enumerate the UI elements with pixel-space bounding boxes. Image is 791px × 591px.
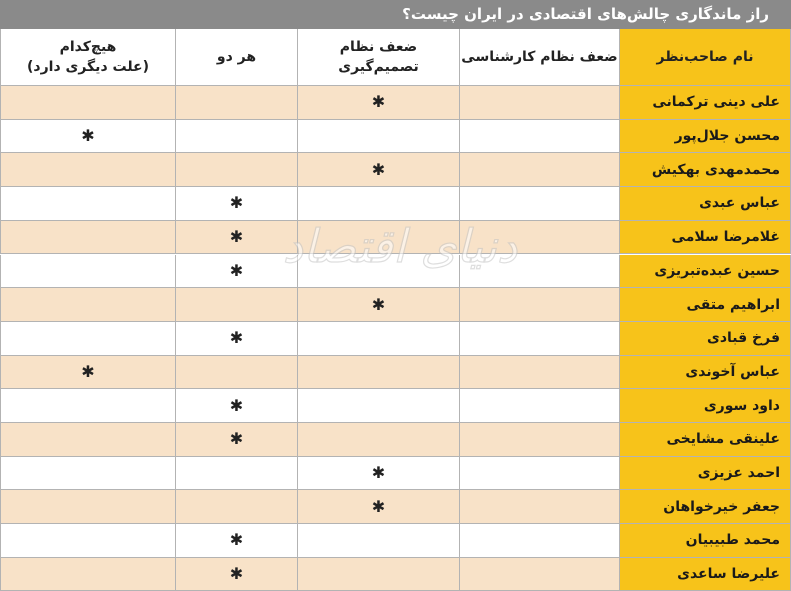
respondent-name: محمد طبیبیان: [685, 532, 780, 549]
table-cell-decision: [298, 221, 460, 255]
table-cell-none: [0, 389, 176, 423]
table-cell-none: [0, 558, 176, 591]
answer-mark-icon: ✱: [371, 92, 386, 112]
watermark-text: دنیای اقتصاد: [282, 219, 518, 273]
table-cell-expert: [460, 389, 620, 423]
table-cell-none: [0, 423, 176, 457]
table-cell-none: [0, 221, 176, 255]
page-title: راز ماندگاری چالش‌های اقتصادی در ایران چیست؟: [0, 0, 791, 29]
table-cell-expert: [460, 288, 620, 322]
answer-mark-icon: ✱: [229, 395, 244, 415]
answer-mark-icon: ✱: [229, 328, 244, 348]
answer-mark-icon: ✱: [371, 496, 386, 516]
table-cell-none: [0, 288, 176, 322]
table-row-name-cell: [620, 558, 791, 591]
table-cell-expert: [460, 187, 620, 221]
table-cell-expert: [460, 322, 620, 356]
answer-mark-icon: ✱: [371, 294, 386, 314]
answer-mark-icon: ✱: [371, 463, 386, 483]
table-row-name-cell: [620, 423, 791, 457]
header-none: [0, 29, 176, 86]
table-cell-expert: [460, 490, 620, 524]
table-cell-expert: [460, 86, 620, 120]
column-header-both: هر دو: [216, 49, 257, 65]
table-cell-both: [176, 153, 298, 187]
table-row-name-cell: [620, 288, 791, 322]
table-cell-decision: [298, 153, 460, 187]
table-cell-decision: [298, 86, 460, 120]
table-cell-none: [0, 322, 176, 356]
table-cell-expert: [460, 457, 620, 491]
table-cell-none: [0, 120, 176, 154]
respondent-name: عباس عبدی: [699, 195, 780, 212]
table-cell-both: [176, 558, 298, 591]
table-row-name-cell: [620, 389, 791, 423]
table-cell-decision: [298, 524, 460, 558]
column-header-decision: ضعف نظام: [339, 39, 418, 55]
respondent-name: غلامرضا سلامی: [671, 229, 780, 246]
respondent-name: محسن جلال‌پور: [674, 128, 780, 145]
answer-mark-icon: ✱: [229, 429, 244, 449]
table-row-name-cell: [620, 322, 791, 356]
table-cell-both: [176, 490, 298, 524]
table-cell-expert: [460, 221, 620, 255]
table-cell-decision: [298, 558, 460, 591]
table-cell-expert: [460, 153, 620, 187]
table-cell-both: [176, 457, 298, 491]
answer-mark-icon: ✱: [229, 260, 244, 280]
table-cell-decision: [298, 389, 460, 423]
table-cell-none: [0, 187, 176, 221]
table-cell-expert: [460, 558, 620, 591]
table-cell-none: [0, 86, 176, 120]
table-cell-none: [0, 255, 176, 289]
table-cell-none: [0, 153, 176, 187]
answer-mark-icon: ✱: [371, 159, 386, 179]
header-decision: [298, 29, 460, 86]
table-row-name-cell: [620, 255, 791, 289]
answer-mark-icon: ✱: [81, 126, 95, 146]
table-cell-both: [176, 120, 298, 154]
table-cell-both: [176, 255, 298, 289]
respondent-name: علیرضا ساعدی: [677, 566, 780, 583]
respondent-name: احمد عزیزی: [697, 465, 780, 482]
column-header-decision: تصمیم‌گیری: [338, 59, 419, 75]
column-header-none: (علت دیگری دارد): [27, 59, 149, 75]
respondent-name: جعفر خیرخواهان: [663, 498, 780, 515]
table-cell-decision: [298, 457, 460, 491]
table-cell-both: [176, 86, 298, 120]
table-cell-none: [0, 490, 176, 524]
respondent-name: عباس آخوندی: [685, 363, 780, 380]
table-cell-both: [176, 524, 298, 558]
table-cell-decision: [298, 423, 460, 457]
table-cell-both: [176, 423, 298, 457]
column-header-name: نام صاحب‌نظر: [656, 49, 754, 65]
table-row-name-cell: [620, 457, 791, 491]
table-row-name-cell: [620, 187, 791, 221]
survey-table: [0, 29, 791, 584]
table-row-name-cell: [620, 120, 791, 154]
table-cell-decision: [298, 187, 460, 221]
table-row-name-cell: [620, 153, 791, 187]
table-cell-decision: [298, 322, 460, 356]
table-cell-decision: [298, 120, 460, 154]
table-cell-decision: [298, 490, 460, 524]
table-cell-expert: [460, 423, 620, 457]
respondent-name: علینقی مشایخی: [666, 431, 780, 448]
table-cell-none: [0, 524, 176, 558]
table-cell-decision: [298, 255, 460, 289]
table-cell-both: [176, 389, 298, 423]
answer-mark-icon: ✱: [229, 227, 244, 247]
column-header-expert: ضعف نظام کارشناسی: [461, 49, 618, 65]
header-name: [620, 29, 791, 86]
respondent-name: ابراهیم متقی: [686, 296, 780, 313]
table-cell-none: [0, 356, 176, 390]
table-cell-both: [176, 288, 298, 322]
table-cell-expert: [460, 120, 620, 154]
table-cell-both: [176, 221, 298, 255]
table-cell-decision: [298, 356, 460, 390]
table-cell-both: [176, 187, 298, 221]
table-row-name-cell: [620, 356, 791, 390]
table-cell-both: [176, 322, 298, 356]
respondent-name: علی دینی ترکمانی: [652, 94, 780, 111]
table-cell-decision: [298, 288, 460, 322]
respondent-name: داود سوری: [703, 397, 780, 414]
header-both: [176, 29, 298, 86]
answer-mark-icon: ✱: [229, 193, 244, 213]
table-cell-both: [176, 356, 298, 390]
column-header-none: هیچ‌کدام: [59, 39, 117, 55]
table-cell-expert: [460, 524, 620, 558]
answer-mark-icon: ✱: [81, 361, 95, 381]
table-row-name-cell: [620, 524, 791, 558]
table-cell-none: [0, 457, 176, 491]
table-cell-expert: [460, 356, 620, 390]
table-cell-expert: [460, 255, 620, 289]
answer-mark-icon: ✱: [229, 530, 244, 550]
table-row-name-cell: [620, 86, 791, 120]
table-row-name-cell: [620, 490, 791, 524]
respondent-name: محمدمهدی بهکیش: [651, 161, 780, 178]
respondent-name: حسین عبده‌تبریزی: [654, 262, 780, 279]
answer-mark-icon: ✱: [229, 564, 244, 584]
table-row-name-cell: [620, 221, 791, 255]
respondent-name: فرخ قبادی: [707, 330, 780, 347]
header-expert: [460, 29, 620, 86]
